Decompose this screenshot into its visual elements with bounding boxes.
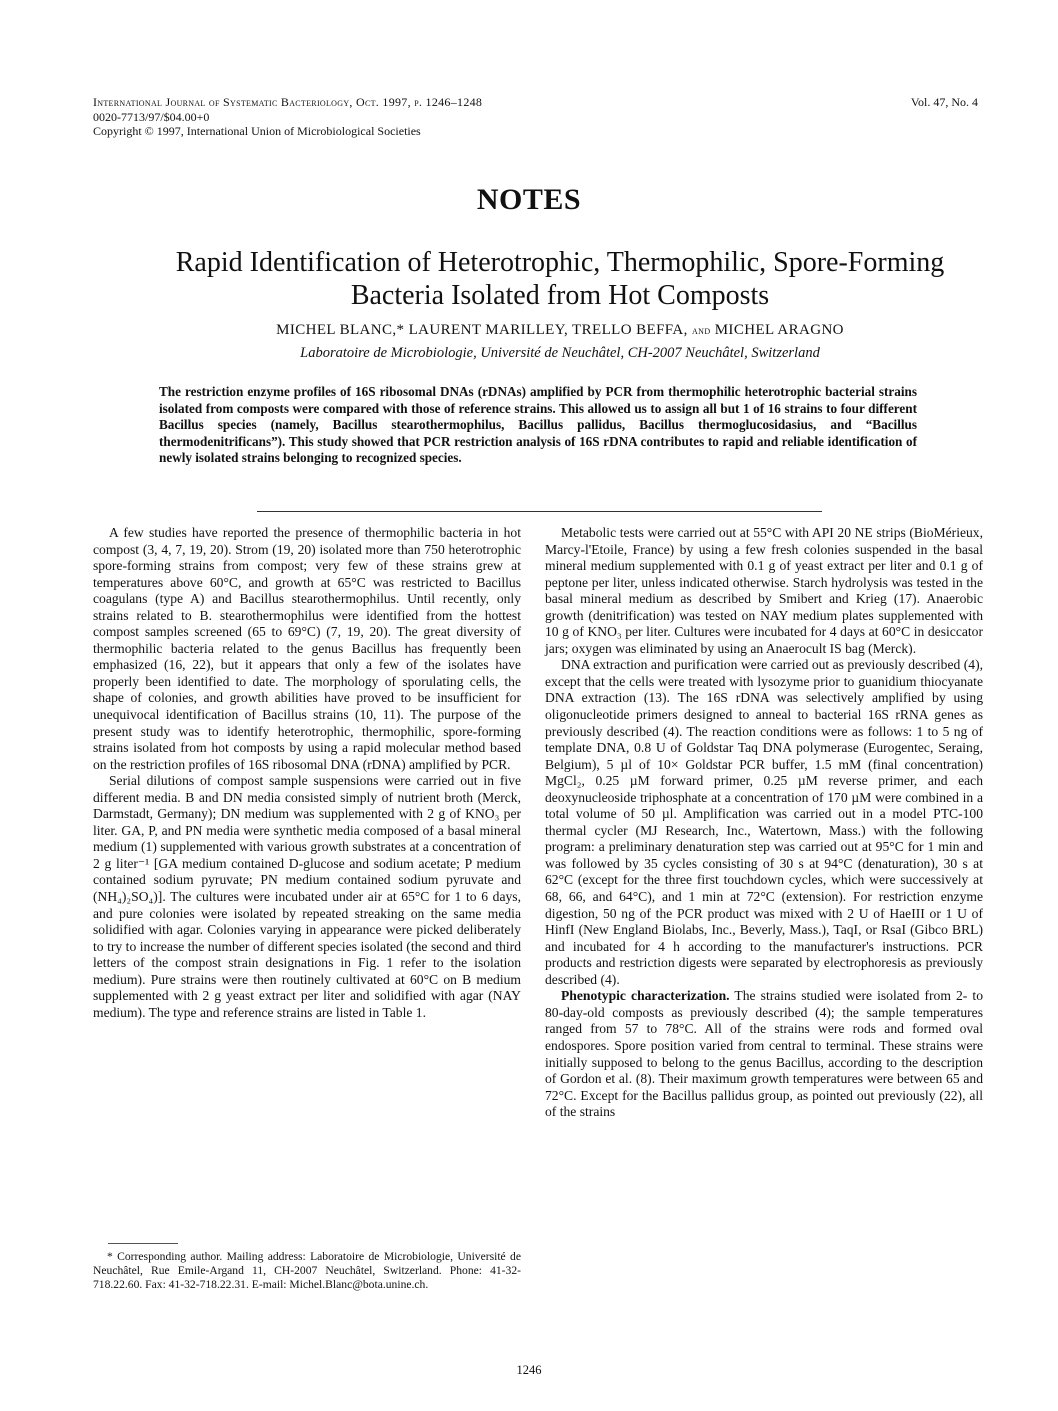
journal-citation: International Journal of Systematic Bacteriology, Oct. 1997, p. 1246–1248 <box>93 95 483 109</box>
paragraph-text: The strains studied were isolated from 2- to 80-day-old composts as previously described (4); the sample temperatures ranged from 57 to 78°C. All of the strains were rods and formed oval endospores. Spore position varied from central to terminal. These strains were initially supposed to belong to the genus Bacillus, according to the description of Gordon et al. (8). Their maximum growth temperatures were between 65 and 72°C. Except for the Bacillus pallidus group, as pointed out previously (22), all of the strains <box>545 988 983 1120</box>
volume-label: Vol. 47, No. 4 <box>910 95 978 109</box>
author-and: and <box>691 323 711 337</box>
article-title <box>100 246 1020 312</box>
paragraph: A few studies have reported the presence of thermophilic bacteria in hot compost (3, 4, 7, 19, 20). Strom (19, 20) isolated more than 750 heterotrophic spore-forming strains from compost; very few of these strains grew at temperatures above 60°C, and growth at 65°C was restricted to Bacillus coagulans (type A) and Bacillus stearothermophilus. Until recently, only strains related to B. stearothermophilus were identified from the hottest compost samples screened (65 to 69°C) (7, 19, 20). The great diversity of thermophilic bacteria related to the genus Bacillus has frequently been emphasized (16, 22), but it appears that only a few of the isolates have properly been identified to date. The morphology of sporulating cells, the shape of colonies, and growth abilities have proved to be insufficient for unequivocal identification of Bacillus strains (10, 11). The purpose of the present study was to identify heterotrophic, thermophilic, spore-forming strains isolated from hot composts by using a rapid molecular method based on the restriction profiles of 16S ribosomal DNA (rDNA) amplified by PCR. <box>93 525 521 772</box>
section-subheading: Phenotypic characterization. <box>561 988 730 1004</box>
affiliation: Laboratoire de Microbiologie, Université de Neuchâtel, CH-2007 Neuchâtel, Switzerland <box>300 345 820 361</box>
page-number: 1246 <box>516 1363 542 1377</box>
footnote: * Corresponding author. Mailing address: Laboratoire de Microbiologie, Université de Neuchâtel, Rue Emile-Argand 11, CH-2007 Neuchâtel, Switzerland. Phone: 41-32-718.22.60. Fax: 41-32-718.22.31. E-mail: Michel.Blanc@bota.unine.ch. <box>93 1250 521 1291</box>
author-last: MICHEL ARAGNO <box>714 322 844 338</box>
title-line-2: Bacteria Isolated from Hot Composts <box>350 280 770 311</box>
issn: 0020-7713/97/$04.00+0 <box>93 109 210 124</box>
left-column <box>93 525 521 1021</box>
paragraph <box>545 988 983 1120</box>
paragraph: Serial dilutions of compost sample suspensions were carried out in five different media. B and DN media consisted simply of nutrient broth (Merck, Darmstadt, Germany); DN medium was supplemented with 2 g of KNO₃ per liter. GA, P, and PN media were synthetic media composed of a basal mineral medium (1) supplemented with various growth substrates at a concentration of 2 g liter⁻¹ [GA medium contained D-glucose and sodium acetate; P medium contained sodium pyruvate; PN medium contained sodium pyruvate and (NH₄)₂SO₄)]. The cultures were incubated under air at 65°C for 1 to 6 days, and pure colonies were isolated by repeated streaking on the same media solidified with agar. Colonies varying in appearance were picked deliberately to try to increase the number of different species isolated (the second and third letters of the compost strain designations in Fig. 1 refer to the isolation medium). Pure strains were then routinely cultivated at 60°C on B medium supplemented with 2 g yeast extract per liter and solidified with agar (NAY medium). The type and reference strains are listed in Table 1. <box>93 773 521 1020</box>
section-heading: NOTES <box>476 183 582 216</box>
authors <box>100 322 1020 339</box>
paragraph: Metabolic tests were carried out at 55°C with API 20 NE strips (BioMérieux, Marcy-l'Etoile, France) by using a few fresh colonies suspended in the basal mineral medium supplemented with 0.1 g of yeast extract per liter and 0.1 g of peptone per liter, unless indicated otherwise. Starch hydrolysis was tested in the basal mineral medium as described by Smibert and Krieg (17). Anaerobic growth (denitrification) was tested on NAY medium plates supplemented with 10 g of KNO₃ per liter. Cultures were incubated for 4 days at 60°C in desiccator jars; oxygen was eliminated by using an Anaerocult IS bag (Merck). <box>545 525 983 656</box>
abstract-divider <box>257 511 822 512</box>
paragraph: DNA extraction and purification were carried out as previously described (4), except that the cells were treated with lysozyme prior to guanidium thiocyanate DNA extraction (13). The 16S rDNA was selectively amplified by using oligonucleotide primers designed to anneal to bacterial 16S rRNA genes as previously described (4). The reaction conditions were as follows: 1 to 5 ng of template DNA, 0.8 U of Goldstar Taq DNA polymerase (Eurogentec, Seraing, Belgium), 5 µl of 10× Goldstar PCR buffer, 1.5 mM (final concentration) MgCl₂, 0.25 µM forward primer, 0.25 µM reverse primer, and each deoxynucleoside triphosphate at a concentration of 170 µM were combined in a total volume of 50 µl. Amplification was carried out in a model PTC-100 thermal cycler (MJ Research, Inc., Watertown, Mass.) with the following program: a preliminary denaturation step was carried out at 95°C for 1 min and was followed by 35 cycles consisting of 30 s at 94°C (denaturation), 30 s at 62°C (except for the three first touchdown cycles, which were successively at 68, 66, and 64°C), and 1 min at 72°C (extension). For restriction enzyme digestion, 50 ng of the PCR product was mixed with 2 U of HaeIII or 1 U of HinfI (New England Biolabs, Inc., Beverly, Mass.), TaqI, or RsaI (Gibco BRL) and incubated for 4 h according to the manufacturer's instructions. PCR products and restriction digests were separated by electrophoresis as previously described (4). <box>545 657 983 987</box>
author-names: MICHEL BLANC,* LAURENT MARILLEY, TRELLO BEFFA, <box>276 322 688 338</box>
title-line-1: Rapid Identification of Heterotrophic, Thermophilic, Spore-Forming <box>175 247 945 278</box>
abstract: The restriction enzyme profiles of 16S ribosomal DNAs (rDNAs) amplified by PCR from thermophilic heterotrophic bacterial strains isolated from composts were compared with those of reference strains. This allowed us to assign all but 1 of 16 strains to four different Bacillus species (namely, Bacillus stearothermophilus, Bacillus pallidus, Bacillus thermoglucosidasius, and “Bacillus thermodenitrificans”). This study showed that PCR restriction analysis of 16S rDNA contributes to rapid and reliable identification of newly isolated strains belonging to recognized species. <box>159 384 917 466</box>
right-column <box>545 525 983 1121</box>
copyright: Copyright © 1997, International Union of Microbiological Societies <box>93 124 421 138</box>
footnote-divider <box>108 1243 178 1244</box>
journal-header <box>93 95 482 139</box>
